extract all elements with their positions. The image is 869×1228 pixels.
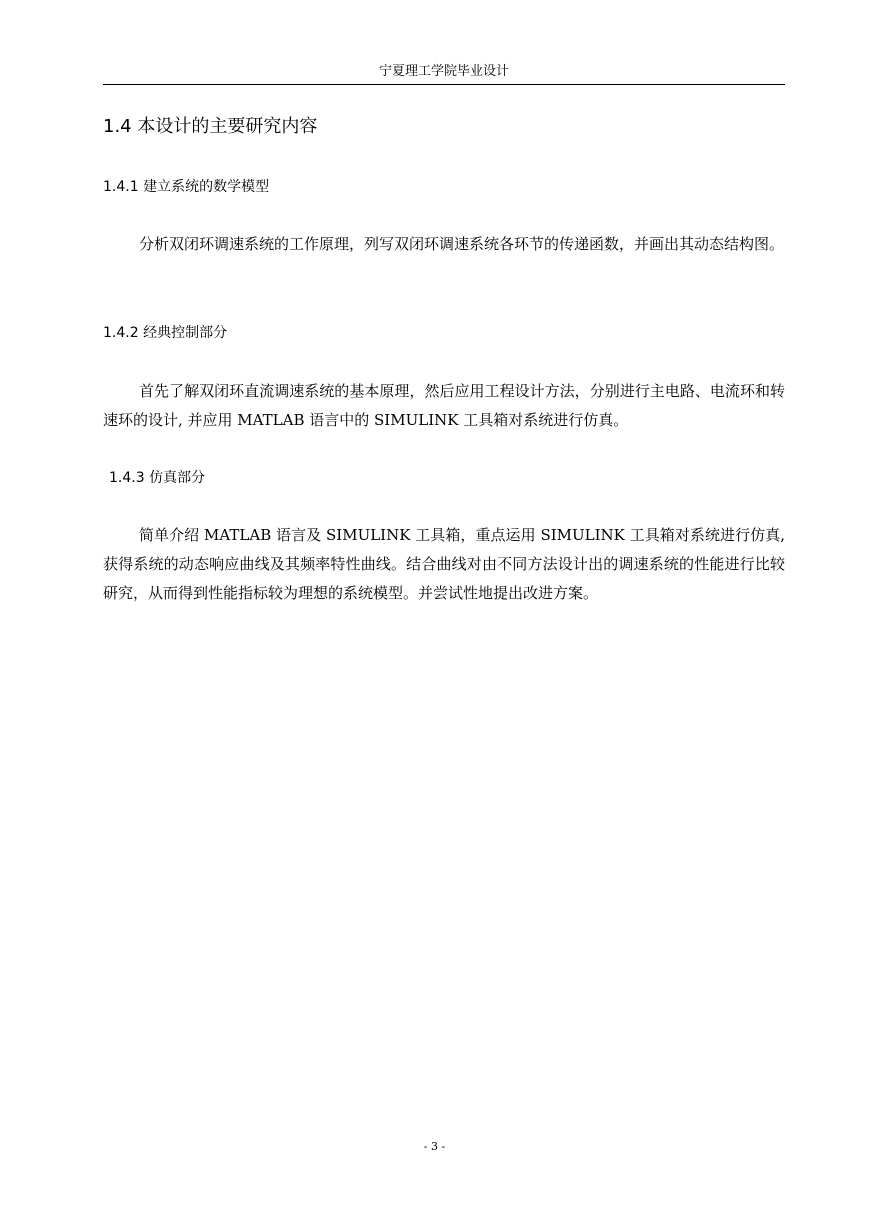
subsection-paragraph-1-4-1: 分析双闭环调速系统的工作原理，列写双闭环调速系统各环节的传递函数，并画出其动态结构图。 [139, 235, 785, 253]
subsection-heading-1-4-1: 1.4.1 建立系统的数学模型 [103, 179, 270, 195]
header-title: 宁夏理工学院毕业设计 [378, 64, 509, 79]
page-header [103, 60, 785, 85]
page-number: - 3 - [423, 1140, 446, 1153]
subsection-heading-1-4-2: 1.4.2 经典控制部分 [103, 325, 228, 341]
subsection-paragraph-1-4-3: 简单介绍 MATLAB 语言及 SIMULINK 工具箱，重点运用 SIMULINK 工具箱对系统进行仿真,获得系统的动态响应曲线及其频率特性曲线。结合曲线对由不同方法设计出的调速系统的性能进行比较研究，从而得到性能指标较为理想的系统模型。并尝试性地提出改进方案。 [103, 526, 785, 602]
section-heading: 1.4 本设计的主要研究内容 [103, 116, 318, 137]
subsection-heading-1-4-3: 1.4.3 仿真部分 [109, 470, 206, 486]
subsection-paragraph-1-4-2: 首先了解双闭环直流调速系统的基本原理，然后应用工程设计方法，分别进行主电路、电流环和转速环的设计, 并应用 MATLAB 语言中的 SIMULINK 工具箱对系统进行仿真。 [103, 382, 785, 429]
